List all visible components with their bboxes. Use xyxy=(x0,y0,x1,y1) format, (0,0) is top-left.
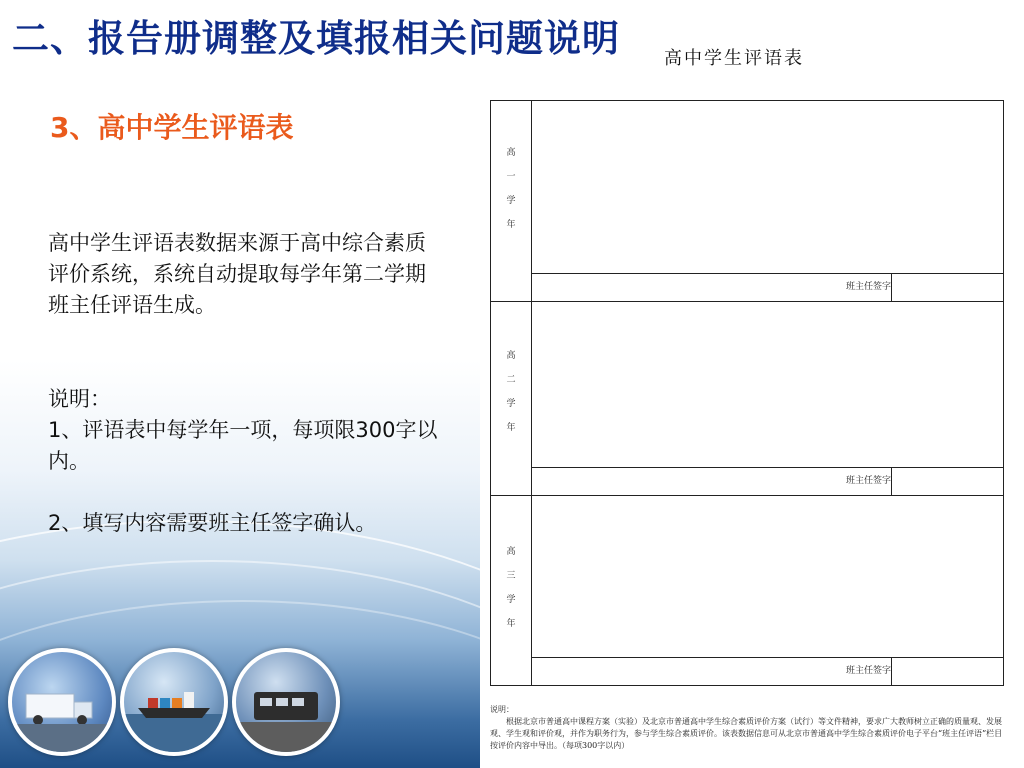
year-char: 高 xyxy=(506,351,516,361)
note-item-2: 2、填写内容需要班主任签字确认。 xyxy=(48,511,377,535)
cargo-ship-icon xyxy=(120,648,228,756)
spacer xyxy=(48,477,448,508)
signature-label: 班主任签字 xyxy=(845,282,891,292)
truck-illustration xyxy=(12,652,112,752)
year-label-column xyxy=(491,496,532,685)
year-section-3 xyxy=(491,495,1003,685)
signature-row xyxy=(531,273,1003,301)
page-title: 二、报告册调整及填报相关问题说明 xyxy=(12,17,620,60)
section-subtitle: 3、高中学生评语表 xyxy=(50,111,294,144)
signature-box[interactable] xyxy=(891,468,1003,495)
form-footnote-text: 根据北京市普通高中课程方案（实验）及北京市普通高中学生综合素质评价方案（试行）等文件精神，要求广大教师树立正确的质量观、发展观、学生观和评价观，并作为职务行为，参与学生综合素质评价。该表数据信息可从北京市普通高中学生综合素质评价电子平台“班主任评语”栏目按评价内容中导出。（每项300字以内） xyxy=(490,717,1003,750)
year-char: 学 xyxy=(506,399,516,409)
year-section-1 xyxy=(491,101,1003,301)
signature-label: 班主任签字 xyxy=(845,666,891,676)
year-label xyxy=(491,141,531,237)
year-char: 年 xyxy=(506,619,516,629)
form-title: 高中学生评语表 xyxy=(664,48,804,69)
notes-block xyxy=(48,384,448,539)
notes-heading: 说明： xyxy=(48,387,111,411)
ship-illustration xyxy=(124,652,224,752)
year-label-column xyxy=(491,302,532,495)
truck-icon xyxy=(8,648,116,756)
year-char: 高 xyxy=(506,148,516,158)
year-label xyxy=(491,540,531,636)
year-label-column xyxy=(491,101,532,301)
signature-box[interactable] xyxy=(891,658,1003,685)
year-char: 三 xyxy=(506,571,516,581)
description-text: 高中学生评语表数据来源于高中综合素质评价系统，系统自动提取每学年第二学期班主任评语生成。 xyxy=(48,231,426,317)
year-label xyxy=(491,344,531,440)
evaluation-form xyxy=(490,100,1004,686)
signature-box[interactable] xyxy=(891,274,1003,301)
form-footnote-heading: 说明： xyxy=(490,705,514,714)
signature-label: 班主任签字 xyxy=(845,476,891,486)
note-item-1: 1、评语表中每学年一项，每项限300字以内。 xyxy=(48,418,438,473)
year-char: 年 xyxy=(506,220,516,230)
year-char: 一 xyxy=(506,172,516,182)
train-icon xyxy=(232,648,340,756)
year-section-2 xyxy=(491,301,1003,495)
signature-row xyxy=(531,657,1003,685)
year-char: 学 xyxy=(506,196,516,206)
year-char: 高 xyxy=(506,547,516,557)
year-char: 学 xyxy=(506,595,516,605)
signature-row xyxy=(531,467,1003,495)
year-char: 二 xyxy=(506,375,516,385)
year-char: 年 xyxy=(506,423,516,433)
form-footnote xyxy=(490,704,1010,752)
train-illustration xyxy=(236,652,336,752)
